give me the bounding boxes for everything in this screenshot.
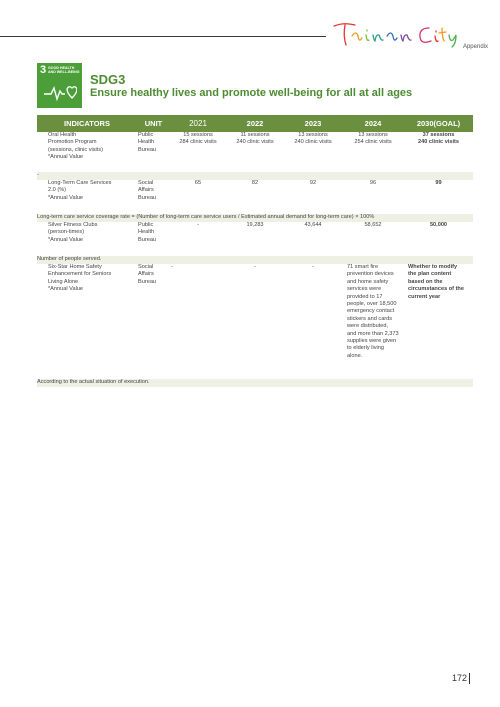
value-line: based on the — [408, 278, 443, 285]
col-header-goal: 2030(GOAL) — [404, 115, 473, 132]
description-cell: Long-term care service coverage rate = (Number of long-term care service users / Estimated annual demand for long-term care) × 100% — [37, 214, 473, 222]
unit-line: Bureau — [138, 146, 157, 153]
indicator-line: Silver Fitness Clubs — [48, 222, 98, 228]
indicator-line: *Annual Value — [48, 236, 84, 243]
table-row — [37, 222, 473, 256]
value-2022 — [226, 132, 284, 172]
value-line: stickers and cards — [347, 315, 393, 322]
value-line: services were — [347, 286, 382, 293]
indicator-line: Living Alone — [48, 278, 79, 285]
value-goal — [404, 264, 473, 379]
indicator-line: 2.0 (%) — [48, 187, 67, 194]
value-2024 — [342, 264, 404, 379]
value-2024 — [342, 132, 404, 172]
value-2022: 82 — [251, 180, 259, 186]
col-header-2022: 2022 — [226, 115, 284, 132]
unit-cell — [137, 180, 170, 214]
value-goal: 99 — [435, 180, 442, 186]
description-row — [37, 379, 473, 387]
sdg3-icon — [37, 63, 82, 108]
sdg-title: Ensure healthy lives and promote well-being for all at all ages — [90, 87, 413, 99]
unit-line: Health — [138, 229, 155, 236]
value-2021: - — [171, 264, 173, 270]
indicator-line: Promotion Program — [48, 139, 97, 146]
value-line: and home safety — [347, 278, 389, 285]
value-line: 13 sessions — [298, 132, 328, 138]
value-line: were distributed, — [347, 323, 389, 330]
col-header-2024: 2024 — [342, 115, 404, 132]
indicator-cell — [37, 222, 137, 256]
indicator-line: *Annual Value — [48, 286, 84, 293]
description-row — [37, 256, 473, 264]
value-2023: 43,644 — [304, 222, 322, 228]
value-line: to elderly living — [347, 345, 384, 352]
tainan-city-logo — [328, 16, 463, 52]
unit-line: Public — [138, 132, 154, 138]
table-row — [37, 264, 473, 379]
value-line: 11 sessions — [240, 132, 270, 138]
value-goal — [404, 132, 473, 172]
value-line: prevention devices — [347, 271, 394, 278]
unit-cell — [137, 264, 170, 379]
unit-line: Bureau — [138, 236, 157, 243]
value-line: alone. — [347, 352, 363, 359]
indicator-cell — [37, 132, 137, 172]
unit-line: Affairs — [138, 187, 154, 194]
unit-line: Social — [138, 264, 154, 270]
value-2023: - — [312, 264, 314, 270]
indicator-line: Six-Star Home Safety — [48, 264, 102, 270]
value-2023 — [284, 132, 342, 172]
value-line: 240 clinic visits — [236, 139, 274, 146]
col-header-2023: 2023 — [284, 115, 342, 132]
value-line: supplies were given — [347, 338, 397, 345]
unit-cell — [137, 222, 170, 256]
indicator-line: (person-times) — [48, 229, 85, 236]
value-line: 37 sessions — [422, 132, 455, 138]
value-2024: 96 — [369, 180, 377, 186]
value-line: 284 clinic visits — [179, 139, 217, 146]
value-line: 71 smart fire — [347, 264, 379, 270]
value-line: Whether to modify — [408, 264, 458, 270]
sdg-icon-text: GOOD HEALTH AND WELL-BEING — [48, 66, 80, 74]
page-number-bar — [469, 673, 470, 684]
unit-line: Social — [138, 180, 154, 186]
indicator-line: Oral Health — [48, 132, 77, 138]
unit-line: Bureau — [138, 194, 157, 201]
heartbeat-icon — [43, 81, 77, 103]
col-header-indicators: INDICATORS — [37, 115, 137, 132]
table-header-row — [37, 115, 473, 132]
indicators-table — [37, 115, 473, 387]
indicator-line: *Annual Value — [48, 154, 84, 161]
sdg-icon-number: 3 — [40, 64, 47, 76]
header-rule — [0, 36, 326, 37]
col-header-unit: UNIT — [137, 115, 170, 132]
value-2023: 92 — [309, 180, 317, 186]
value-line: 240 clinic visits — [294, 139, 332, 146]
value-line: 240 clinic visits — [417, 139, 460, 146]
value-line: 15 sessions — [183, 132, 213, 138]
value-line: the plan content — [408, 271, 452, 278]
indicator-line: *Annual Value — [48, 194, 84, 201]
unit-line: Affairs — [138, 271, 154, 278]
value-goal: 50,000 — [429, 222, 448, 228]
value-line: 254 clinic visits — [354, 139, 392, 146]
value-line: current year — [408, 293, 441, 300]
indicator-cell — [37, 180, 137, 214]
unit-cell — [137, 132, 170, 172]
indicator-cell — [37, 264, 137, 379]
value-line: provided to 17 — [347, 293, 383, 300]
value-2021 — [170, 132, 226, 172]
value-line: 13 sessions — [358, 132, 388, 138]
indicator-line: (sessions, clinic visits) — [48, 146, 104, 153]
value-2021: - — [197, 222, 199, 228]
table-row — [37, 180, 473, 214]
value-line: and more than 2,373 — [347, 330, 399, 337]
unit-line: Health — [138, 139, 155, 146]
description-cell: Number of people served. — [37, 256, 473, 264]
indicator-line: Enhancement for Seniors — [48, 271, 112, 278]
value-line: people, over 18,500 — [347, 301, 397, 308]
unit-line: Public — [138, 222, 154, 228]
value-line: circumstances of the — [408, 286, 464, 293]
table-row — [37, 132, 473, 172]
appendix-label: Appendix — [462, 44, 488, 50]
sdg-number: SDG3 — [90, 72, 126, 87]
description-cell: - — [37, 172, 473, 180]
value-2021: 65 — [194, 180, 202, 186]
description-row — [37, 172, 473, 180]
value-2022: - — [254, 264, 256, 270]
value-line: emergency contact — [347, 308, 395, 315]
unit-line: Bureau — [138, 278, 157, 285]
description-cell: According to the actual situation of execution. — [37, 379, 473, 387]
indicator-line: Long-Term Care Services — [48, 180, 112, 186]
col-header-2021: 2021 — [170, 115, 226, 132]
value-2024: 58,652 — [364, 222, 382, 228]
page-number: 172 — [452, 673, 468, 683]
value-2022: 19,283 — [246, 222, 264, 228]
description-row — [37, 214, 473, 222]
